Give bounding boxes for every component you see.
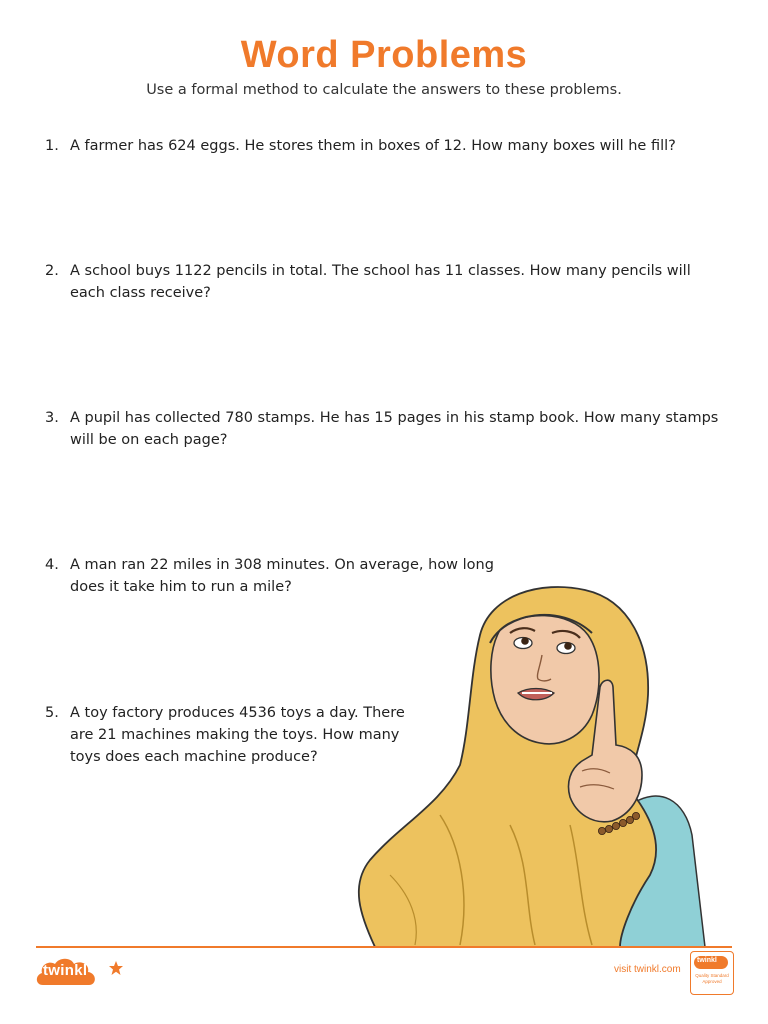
question-number: 2. [45,263,59,279]
question-text: A school buys 1122 pencils in total. The school has 11 classes. How many pencils will each class receive? [70,263,691,301]
page-title: Word Problems [240,34,528,76]
question-number: 3. [45,410,59,426]
thinking-girl-illustration [330,575,750,947]
quality-standard-badge [690,951,734,995]
star-icon [108,960,124,976]
badge-text: Quality Standard Approved [695,973,729,984]
question-text: A toy factory produces 4536 toys a day. There are 21 machines making the toys. How many toys does each machine produce? [70,705,405,765]
question-text: A man ran 22 miles in 308 minutes. On average, how long does it take him to run a mile? [70,557,494,595]
question-number: 1. [45,138,59,154]
badge-logo-text: twinkl [697,957,717,964]
question-text: A pupil has collected 780 stamps. He has 15 pages in his stamp book. How many stamps will be on each page? [70,410,719,448]
footer-divider [36,946,732,948]
visit-twinkl-link[interactable]: visit twinkl.com [614,964,681,975]
page-subtitle: Use a formal method to calculate the answers to these problems. [146,82,622,98]
twinkl-logo-text: twinkl [43,962,88,979]
question-text: A farmer has 624 eggs. He stores them in boxes of 12. How many boxes will he fill? [70,138,676,154]
question-number: 4. [45,557,59,573]
question-number: 5. [45,705,59,721]
